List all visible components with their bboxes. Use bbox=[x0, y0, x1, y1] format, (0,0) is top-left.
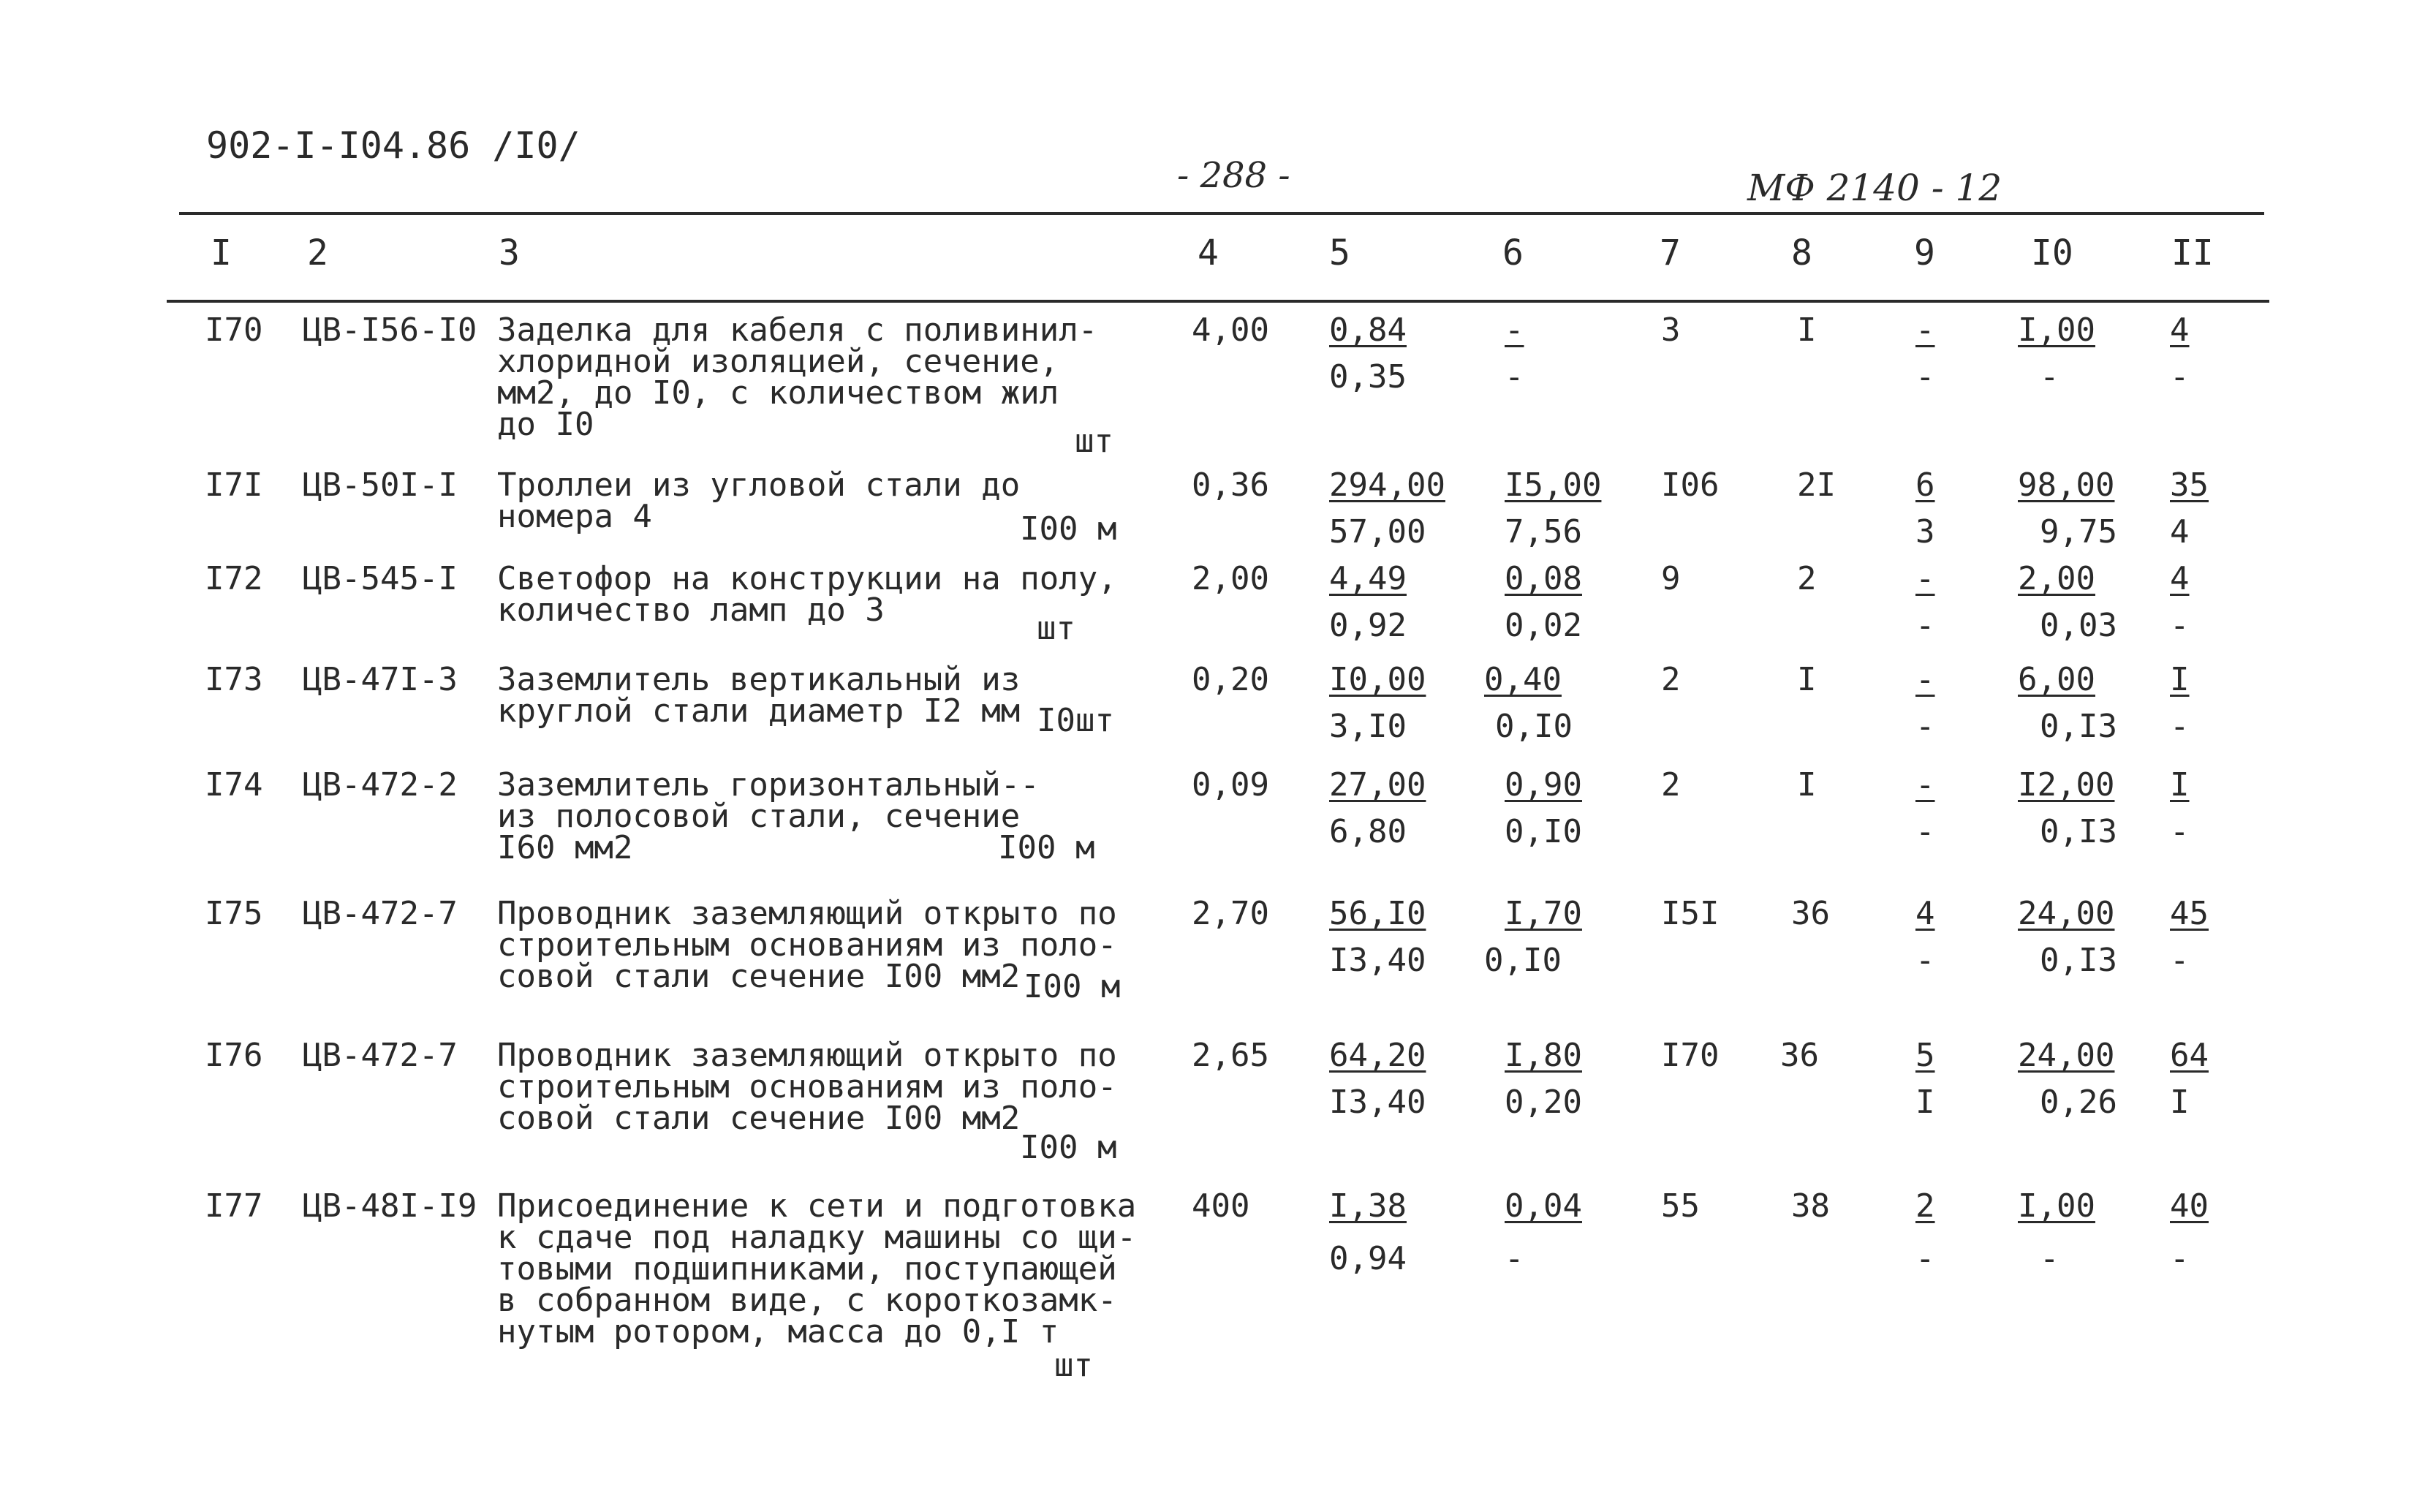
col5-value: 64,20 bbox=[1329, 1037, 1426, 1074]
work-description: Проводник заземляющий открыто по строительным основаниям из поло- совой стали сечение I00 мм2 bbox=[497, 895, 1117, 995]
col9-subvalue: - bbox=[1915, 942, 1935, 979]
norm-code: ЦВ-I56-I0 bbox=[303, 311, 477, 349]
col9-value: - bbox=[1915, 311, 1935, 349]
col8-value: 36 bbox=[1791, 895, 1830, 932]
col5-subvalue: I3,40 bbox=[1329, 942, 1426, 979]
unit-of-measure: I0шт bbox=[1037, 702, 1114, 739]
norm-code: ЦВ-472-2 bbox=[303, 766, 458, 804]
col10-subvalue: 9,75 bbox=[2040, 513, 2117, 551]
col11-value: 4 bbox=[2170, 560, 2190, 597]
column-header: 2 bbox=[307, 233, 328, 273]
col10-value: I2,00 bbox=[2018, 766, 2115, 804]
unit-of-measure: шт bbox=[1037, 610, 1075, 647]
work-description: Проводник заземляющий открыто по строительным основаниям из поло- совой стали сечение I00 мм2 bbox=[497, 1037, 1117, 1137]
col7-value: 3 bbox=[1661, 311, 1681, 349]
header-rule bbox=[167, 300, 2269, 303]
col8-value: 2 bbox=[1797, 560, 1817, 597]
col10-subvalue: - bbox=[2040, 358, 2059, 396]
col9-subvalue: - bbox=[1915, 358, 1935, 396]
col6-value: I,70 bbox=[1505, 895, 1582, 932]
column-header: I0 bbox=[2031, 233, 2073, 273]
row-number: I72 bbox=[205, 560, 263, 597]
col10-value: I,00 bbox=[2018, 1187, 2095, 1225]
col9-subvalue: - bbox=[1915, 813, 1935, 850]
col5-value: 4,49 bbox=[1329, 560, 1407, 597]
norm-code: ЦВ-50I-I bbox=[303, 466, 458, 504]
work-description: Троллеи из угловой стали до номера 4 bbox=[497, 466, 1021, 535]
row-number: I73 bbox=[205, 661, 263, 698]
unit-of-measure: I00 м bbox=[998, 829, 1095, 866]
col8-value: I bbox=[1797, 661, 1817, 698]
col6-subvalue: 7,56 bbox=[1505, 513, 1582, 551]
col11-subvalue: - bbox=[2170, 813, 2190, 850]
col11-value: 40 bbox=[2170, 1187, 2209, 1225]
col6-value: 0,90 bbox=[1505, 766, 1582, 804]
unit-of-measure: шт bbox=[1054, 1347, 1093, 1384]
col6-value: 0,40 bbox=[1484, 661, 1562, 698]
col9-value: 4 bbox=[1915, 895, 1935, 932]
col11-subvalue: 4 bbox=[2170, 513, 2190, 551]
work-description: Заземлитель вертикальный из круглой стали диаметр I2 мм bbox=[497, 661, 1021, 730]
document-code: 902-I-I04.86 /I0/ bbox=[206, 124, 580, 167]
col8-value: I bbox=[1797, 766, 1817, 804]
col5-value: I,38 bbox=[1329, 1187, 1407, 1225]
col9-value: 5 bbox=[1915, 1037, 1935, 1074]
col6-subvalue: 0,20 bbox=[1505, 1084, 1582, 1121]
col6-value: I,80 bbox=[1505, 1037, 1582, 1074]
norm-code: ЦВ-472-7 bbox=[303, 895, 458, 932]
unit-of-measure: I00 м bbox=[1024, 968, 1121, 1005]
quantity: 400 bbox=[1192, 1187, 1250, 1225]
col5-value: 294,00 bbox=[1329, 466, 1445, 504]
col6-subvalue: - bbox=[1505, 1240, 1524, 1277]
col6-subvalue: - bbox=[1505, 358, 1524, 396]
col10-subvalue: 0,26 bbox=[2040, 1084, 2117, 1121]
col7-value: 2 bbox=[1661, 661, 1681, 698]
col9-value: 2 bbox=[1915, 1187, 1935, 1225]
col11-value: I bbox=[2170, 661, 2190, 698]
column-header: 9 bbox=[1914, 233, 1935, 273]
col9-value: - bbox=[1915, 766, 1935, 804]
col5-subvalue: I3,40 bbox=[1329, 1084, 1426, 1121]
col11-value: 64 bbox=[2170, 1037, 2209, 1074]
col5-subvalue: 6,80 bbox=[1329, 813, 1407, 850]
col10-value: 24,00 bbox=[2018, 1037, 2115, 1074]
col11-value: I bbox=[2170, 766, 2190, 804]
column-header: 3 bbox=[499, 233, 520, 273]
norm-code: ЦВ-47I-3 bbox=[303, 661, 458, 698]
row-number: I7I bbox=[205, 466, 263, 504]
quantity: 0,36 bbox=[1192, 466, 1269, 504]
column-header: 5 bbox=[1329, 233, 1350, 273]
column-header: 4 bbox=[1198, 233, 1219, 273]
col8-value: I bbox=[1797, 311, 1817, 349]
col5-subvalue: 0,94 bbox=[1329, 1240, 1407, 1277]
col6-value: I5,00 bbox=[1505, 466, 1602, 504]
work-description: Заделка для кабеля с поливинил- хлоридной изоляцией, сечение, мм2, до I0, с количеством жил до I0 bbox=[497, 311, 1098, 443]
col9-subvalue: - bbox=[1915, 607, 1935, 644]
col7-value: 55 bbox=[1661, 1187, 1700, 1225]
column-header: II bbox=[2171, 233, 2214, 273]
norm-code: ЦВ-472-7 bbox=[303, 1037, 458, 1074]
quantity: 0,09 bbox=[1192, 766, 1269, 804]
col10-subvalue: - bbox=[2040, 1240, 2059, 1277]
col11-value: 35 bbox=[2170, 466, 2209, 504]
col9-subvalue: I bbox=[1915, 1084, 1935, 1121]
page-number: - 288 - bbox=[1177, 155, 1290, 196]
col7-value: 9 bbox=[1661, 560, 1681, 597]
col7-value: I5I bbox=[1661, 895, 1720, 932]
norm-code: ЦВ-48I-I9 bbox=[303, 1187, 477, 1225]
row-number: I77 bbox=[205, 1187, 263, 1225]
col11-value: 4 bbox=[2170, 311, 2190, 349]
col11-subvalue: - bbox=[2170, 607, 2190, 644]
col5-value: 0,84 bbox=[1329, 311, 1407, 349]
work-description: Светофор на конструкции на полу, количество ламп до 3 bbox=[497, 560, 1117, 629]
col10-value: 24,00 bbox=[2018, 895, 2115, 932]
col6-value: 0,08 bbox=[1505, 560, 1582, 597]
col8-value: 2I bbox=[1797, 466, 1836, 504]
col5-value: 27,00 bbox=[1329, 766, 1426, 804]
col9-value: - bbox=[1915, 560, 1935, 597]
col10-value: 2,00 bbox=[2018, 560, 2095, 597]
unit-of-measure: шт bbox=[1075, 423, 1113, 460]
col5-subvalue: 0,92 bbox=[1329, 607, 1407, 644]
row-number: I75 bbox=[205, 895, 263, 932]
col7-value: I06 bbox=[1661, 466, 1720, 504]
col10-value: I,00 bbox=[2018, 311, 2095, 349]
row-number: I74 bbox=[205, 766, 263, 804]
column-header: 6 bbox=[1502, 233, 1524, 273]
col5-subvalue: 3,I0 bbox=[1329, 708, 1407, 745]
col10-value: 98,00 bbox=[2018, 466, 2115, 504]
col10-subvalue: 0,03 bbox=[2040, 607, 2117, 644]
work-description: Заземлитель горизонтальный-- из полосовой стали, сечение I60 мм2 bbox=[497, 766, 1040, 866]
col5-subvalue: 0,35 bbox=[1329, 358, 1407, 396]
col7-value: 2 bbox=[1661, 766, 1681, 804]
col9-value: 6 bbox=[1915, 466, 1935, 504]
col6-subvalue: 0,I0 bbox=[1505, 813, 1582, 850]
quantity: 2,65 bbox=[1192, 1037, 1269, 1074]
col7-value: I70 bbox=[1661, 1037, 1720, 1074]
col6-value: - bbox=[1505, 311, 1524, 349]
archive-stamp: МФ 2140 - 12 bbox=[1747, 167, 2002, 209]
row-number: I76 bbox=[205, 1037, 263, 1074]
column-header: 8 bbox=[1791, 233, 1812, 273]
col11-subvalue: I bbox=[2170, 1084, 2190, 1121]
col5-subvalue: 57,00 bbox=[1329, 513, 1426, 551]
unit-of-measure: I00 м bbox=[1020, 510, 1117, 548]
unit-of-measure: I00 м bbox=[1020, 1129, 1117, 1166]
col10-subvalue: 0,I3 bbox=[2040, 942, 2117, 979]
col11-subvalue: - bbox=[2170, 1240, 2190, 1277]
col11-subvalue: - bbox=[2170, 708, 2190, 745]
col9-subvalue: 3 bbox=[1915, 513, 1935, 551]
col11-subvalue: - bbox=[2170, 942, 2190, 979]
col11-subvalue: - bbox=[2170, 358, 2190, 396]
col6-subvalue: 0,02 bbox=[1505, 607, 1582, 644]
col5-value: I0,00 bbox=[1329, 661, 1426, 698]
column-header: 7 bbox=[1660, 233, 1681, 273]
col9-value: - bbox=[1915, 661, 1935, 698]
quantity: 2,70 bbox=[1192, 895, 1269, 932]
work-description: Присоединение к сети и подготовка к сдаче под наладку машины со щи- товыми подшипниками, поступающей в собранном виде, с короткозамк- нутым ротором, масса до 0,I т bbox=[497, 1187, 1137, 1350]
col5-value: 56,I0 bbox=[1329, 895, 1426, 932]
quantity: 4,00 bbox=[1192, 311, 1269, 349]
col6-subvalue: 0,I0 bbox=[1495, 708, 1573, 745]
quantity: 0,20 bbox=[1192, 661, 1269, 698]
col8-value: 38 bbox=[1791, 1187, 1830, 1225]
norm-code: ЦВ-545-I bbox=[303, 560, 458, 597]
quantity: 2,00 bbox=[1192, 560, 1269, 597]
col11-value: 45 bbox=[2170, 895, 2209, 932]
row-number: I70 bbox=[205, 311, 263, 349]
col9-subvalue: - bbox=[1915, 708, 1935, 745]
col8-value: 36 bbox=[1780, 1037, 1819, 1074]
col10-subvalue: 0,I3 bbox=[2040, 708, 2117, 745]
col10-value: 6,00 bbox=[2018, 661, 2095, 698]
column-header: I bbox=[211, 233, 232, 273]
col9-subvalue: - bbox=[1915, 1240, 1935, 1277]
top-rule bbox=[179, 212, 2264, 215]
col10-subvalue: 0,I3 bbox=[2040, 813, 2117, 850]
col6-value: 0,04 bbox=[1505, 1187, 1582, 1225]
col6-subvalue: 0,I0 bbox=[1484, 942, 1562, 979]
